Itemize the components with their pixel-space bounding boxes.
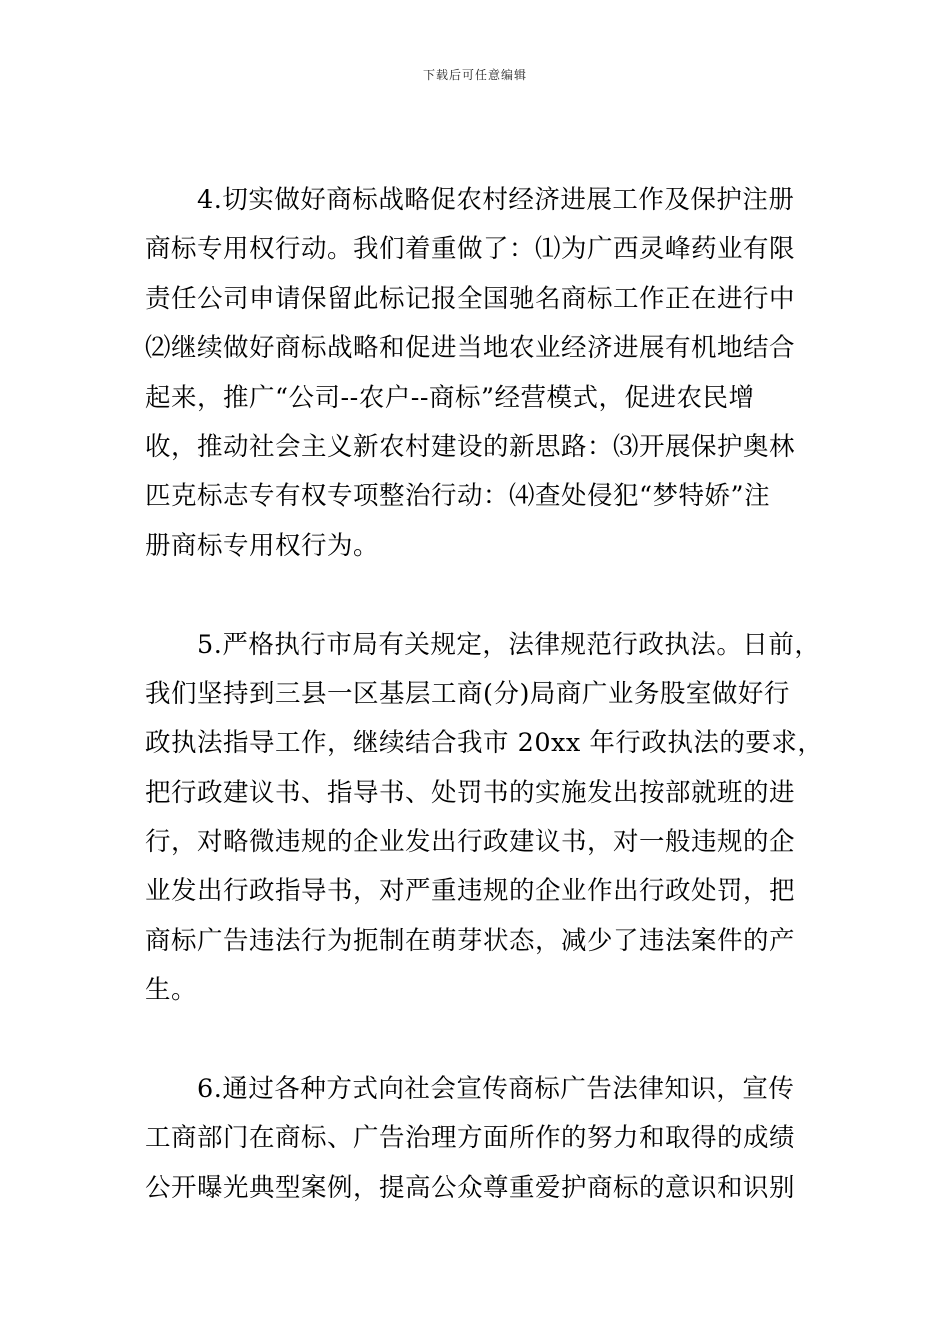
paragraph-5 [145, 621, 824, 1016]
text-line: 业发出行政指导书，对严重违规的企业作出行政处罚，把 [145, 876, 796, 907]
text-line: 生。 [145, 975, 198, 1006]
page-header: 下载后可任意编辑 [422, 68, 527, 82]
document-body [145, 176, 824, 1213]
text-line: 我们坚持到三县一区基层工商(分)局商广业务股室做好行 [145, 678, 790, 709]
text-line: 收，推动社会主义新农村建设的新思路：⑶开展保护奥林 [145, 431, 796, 462]
text-line: 公开曝光典型案例，提高公众尊重爱护商标的意识和识别 [145, 1172, 796, 1203]
text-line: 起来，推广“公司--农户--商标”经营模式，促进农民增 [145, 382, 755, 413]
text-line: 商标广告违法行为扼制在萌芽状态，减少了违法案件的产 [145, 925, 796, 956]
text-line: 匹克标志专有权专项整治行动：⑷查处侵犯“梦特娇”注 [145, 481, 771, 512]
text-line: 册商标专用权行为。 [145, 530, 380, 561]
text-line: 商标专用权行动。我们着重做了：⑴为广西灵峰药业有限 [145, 234, 796, 265]
paragraph-spacer [145, 571, 807, 620]
text-line: ⑵继续做好商标战略和促进当地农业经济进展有机地结合 [145, 333, 796, 364]
paragraph-4 [145, 176, 807, 571]
paragraph-spacer [145, 1016, 807, 1065]
text-line: 行，对略微违规的企业发出行政建议书，对一般违规的企 [145, 827, 796, 858]
text-line: 5.严格执行市局有关规定，法律规范行政执法。日前， [197, 629, 821, 660]
paragraph-6 [145, 1065, 807, 1213]
text-line: 4.切实做好商标战略促农村经济进展工作及保护注册 [197, 185, 795, 215]
text-line: 6.通过各种方式向社会宣传商标广告法律知识，宣传 [197, 1074, 795, 1105]
text-line: 责任公司申请保留此标记报全国驰名商标工作正在进行中 [145, 283, 796, 314]
text-line: 把行政建议书、指导书、处罚书的实施发出按部就班的进 [145, 777, 796, 808]
text-line: 政执法指导工作，继续结合我市 20xx 年行政执法的要求， [145, 728, 824, 759]
text-line: 工商部门在商标、广告治理方面所作的努力和取得的成绩 [145, 1123, 796, 1154]
